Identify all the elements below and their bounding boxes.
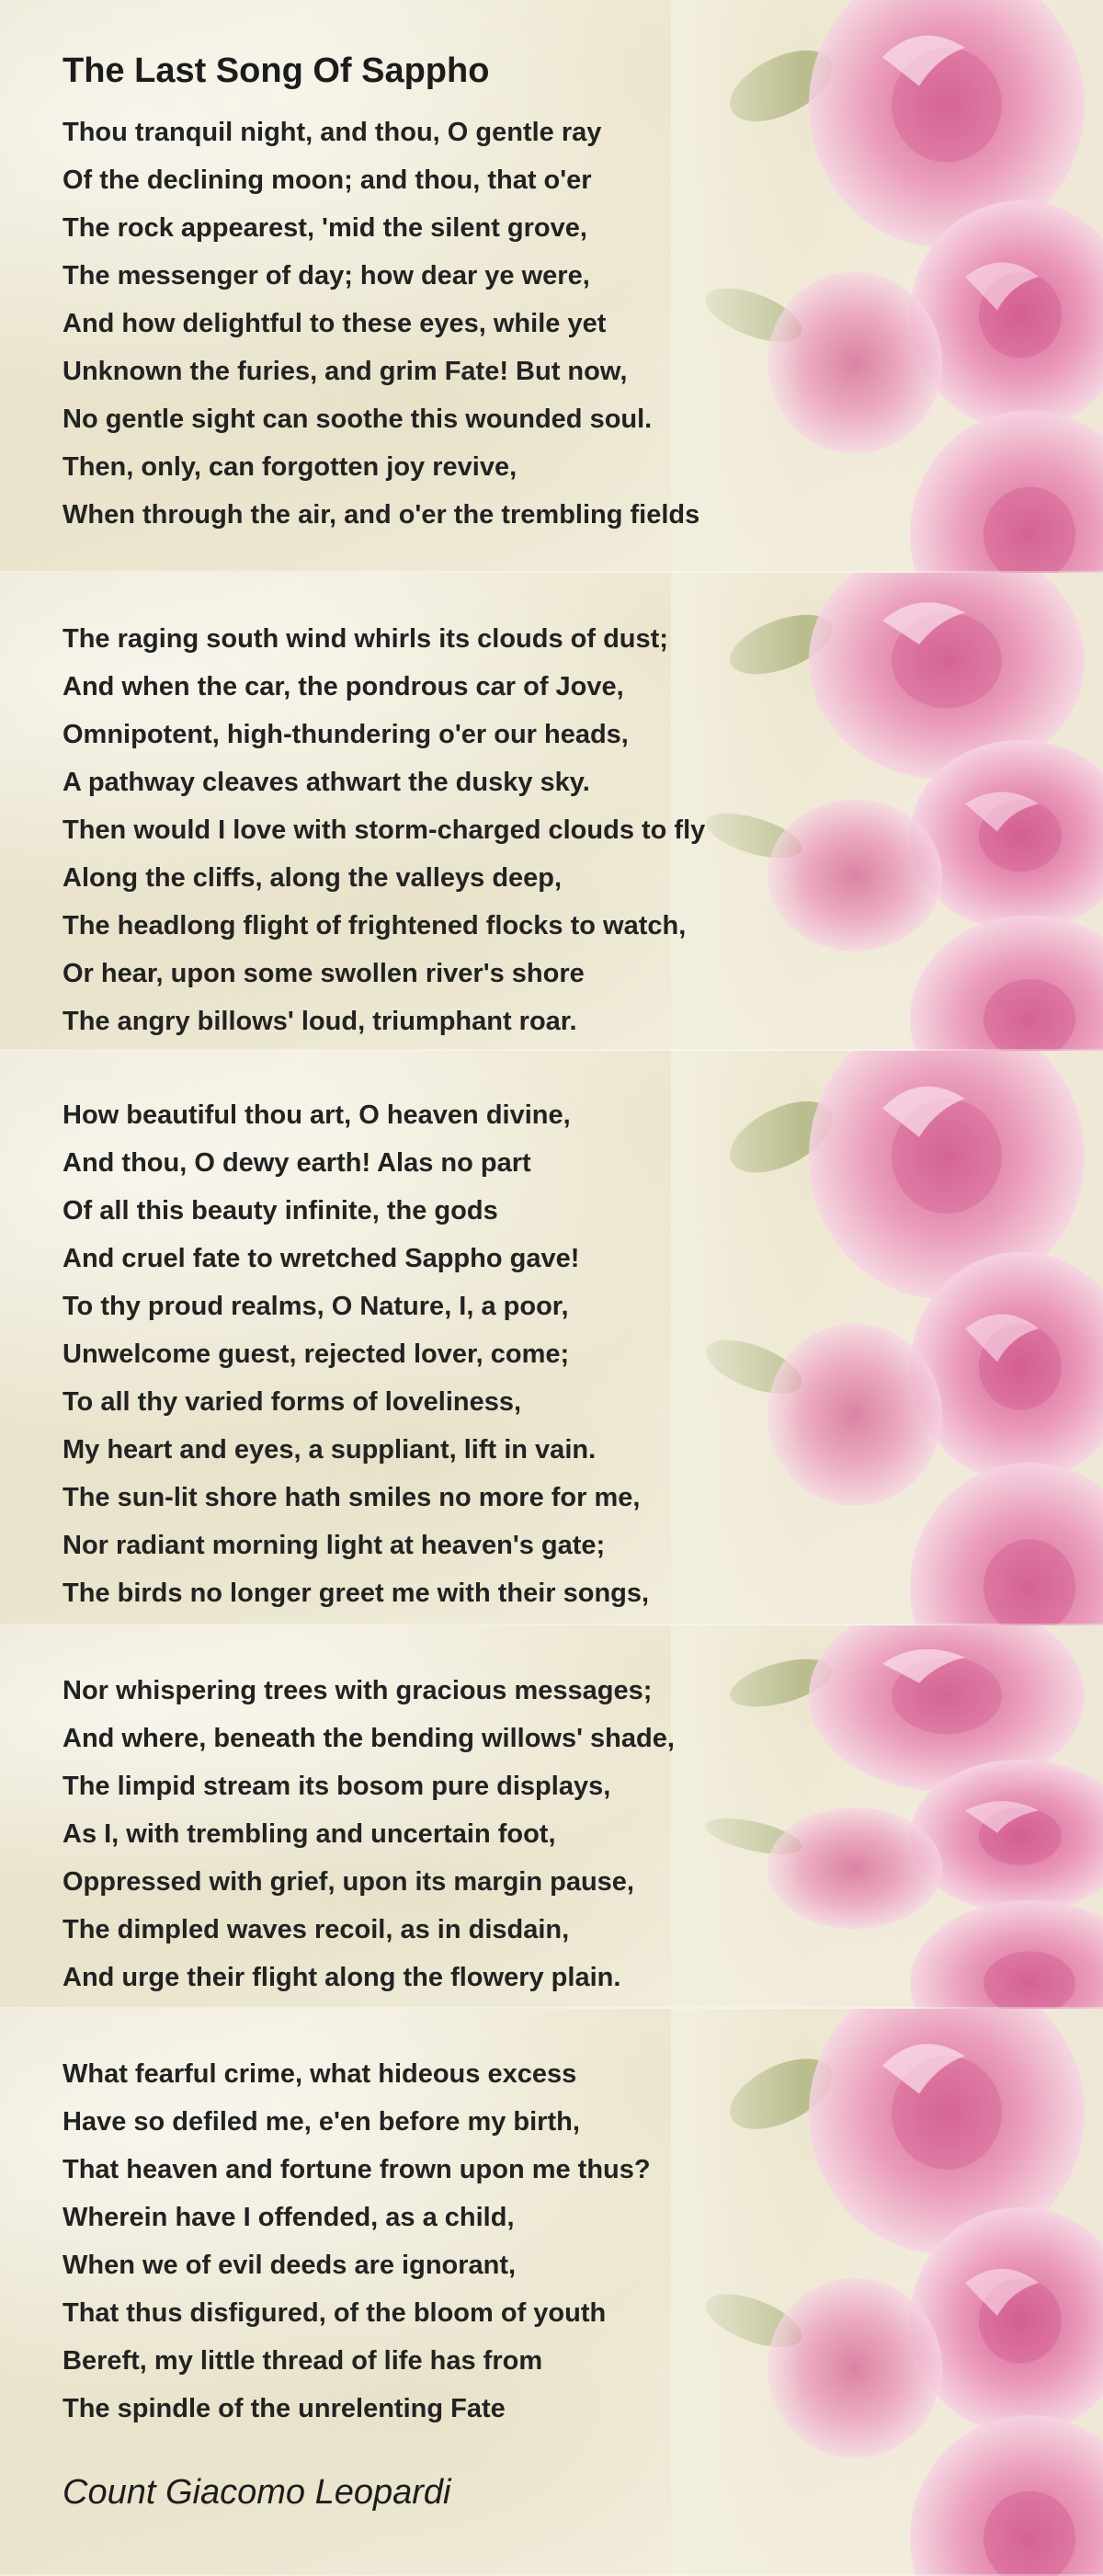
poem-title: The Last Song Of Sappho bbox=[63, 51, 490, 90]
poem-line: And thou, O dewy earth! Alas no part bbox=[63, 1148, 531, 1178]
poem-line: The angry billows' loud, triumphant roar. bbox=[63, 1007, 577, 1036]
stanza-panel-4 bbox=[0, 1625, 1103, 2009]
poem-line: Nor whispering trees with gracious messages; bbox=[63, 1676, 653, 1705]
stanza-4 bbox=[63, 1667, 675, 2001]
poem-line: Then would I love with storm-charged clouds to fly bbox=[63, 815, 706, 845]
poem-line: That heaven and fortune frown upon me thus? bbox=[63, 2155, 651, 2184]
poem-author: Count Giacomo Leopardi bbox=[63, 2473, 451, 2512]
stanza-panel-1 bbox=[0, 0, 1103, 573]
poem-line: When we of evil deeds are ignorant, bbox=[63, 2251, 517, 2280]
stanza-2 bbox=[63, 615, 705, 1045]
poem-line: And when the car, the pondrous car of Jove, bbox=[63, 672, 624, 701]
stanza-1 bbox=[63, 108, 699, 539]
poem-line: What fearful crime, what hideous excess bbox=[63, 2059, 577, 2089]
poem-line: The limpid stream its bosom pure displays, bbox=[63, 1772, 611, 1801]
poem-line: And how delightful to these eyes, while yet bbox=[63, 309, 607, 338]
poem-line: Or hear, upon some swollen river's shore bbox=[63, 959, 585, 988]
stanza-panel-3 bbox=[0, 1051, 1103, 1625]
poem-line: The dimpled waves recoil, as in disdain, bbox=[63, 1915, 570, 1944]
poem-line: And urge their flight along the flowery plain. bbox=[63, 1963, 621, 1992]
poem-line: The headlong flight of frightened flocks to watch, bbox=[63, 911, 687, 940]
poem-line: The birds no longer greet me with their songs, bbox=[63, 1579, 650, 1608]
poem-line: How beautiful thou art, O heaven divine, bbox=[63, 1100, 571, 1130]
stanza-panel-5 bbox=[0, 2009, 1103, 2576]
poem-line: The sun-lit shore hath smiles no more for me, bbox=[63, 1483, 641, 1512]
poem-line: Unwelcome guest, rejected lover, come; bbox=[63, 1339, 570, 1369]
poem-line: My heart and eyes, a suppliant, lift in vain. bbox=[63, 1435, 597, 1465]
poem-line: Wherein have I offended, as a child, bbox=[63, 2203, 515, 2232]
poem-line: Oppressed with grief, upon its margin pause, bbox=[63, 1867, 634, 1897]
roses-decoration bbox=[671, 1051, 1103, 1625]
poem-line: The messenger of day; how dear ye were, bbox=[63, 261, 590, 291]
poem-line: Of the declining moon; and thou, that o'er bbox=[63, 165, 592, 195]
stanza-5 bbox=[63, 2050, 651, 2433]
roses-decoration bbox=[671, 573, 1103, 1051]
roses-decoration bbox=[671, 2009, 1103, 2576]
poem-line: And where, beneath the bending willows' shade, bbox=[63, 1724, 675, 1753]
stanza-3 bbox=[63, 1091, 649, 1617]
poem-line: The rock appearest, 'mid the silent grove, bbox=[63, 213, 587, 243]
poem-line: Of all this beauty infinite, the gods bbox=[63, 1196, 498, 1225]
poem-line: And cruel fate to wretched Sappho gave! bbox=[63, 1244, 580, 1273]
roses-decoration bbox=[671, 1625, 1103, 2009]
poem-line: As I, with trembling and uncertain foot, bbox=[63, 1819, 556, 1849]
roses-decoration bbox=[671, 0, 1103, 573]
poem-line: Bereft, my little thread of life has from bbox=[63, 2346, 543, 2376]
poem-line: To thy proud realms, O Nature, I, a poor, bbox=[63, 1292, 569, 1321]
poem-line: Along the cliffs, along the valleys deep, bbox=[63, 863, 563, 893]
poem-line: The spindle of the unrelenting Fate bbox=[63, 2394, 506, 2423]
poem-line: That thus disfigured, of the bloom of youth bbox=[63, 2298, 607, 2328]
poem-line: Have so defiled me, e'en before my birth, bbox=[63, 2107, 580, 2137]
stanza-panel-2 bbox=[0, 573, 1103, 1051]
poem-line: Omnipotent, high-thundering o'er our heads, bbox=[63, 720, 629, 749]
poem-line: Unknown the furies, and grim Fate! But now, bbox=[63, 357, 628, 386]
poem-line: No gentle sight can soothe this wounded soul. bbox=[63, 405, 653, 434]
poem-line: Then, only, can forgotten joy revive, bbox=[63, 452, 517, 482]
poem-line: Nor radiant morning light at heaven's gate; bbox=[63, 1531, 606, 1560]
poem-line: When through the air, and o'er the trembling fields bbox=[63, 500, 700, 530]
poem-line: To all thy varied forms of loveliness, bbox=[63, 1387, 522, 1417]
poem-line: Thou tranquil night, and thou, O gentle ray bbox=[63, 118, 602, 147]
poem-line: A pathway cleaves athwart the dusky sky. bbox=[63, 768, 590, 797]
poem-line: The raging south wind whirls its clouds of dust; bbox=[63, 624, 668, 654]
